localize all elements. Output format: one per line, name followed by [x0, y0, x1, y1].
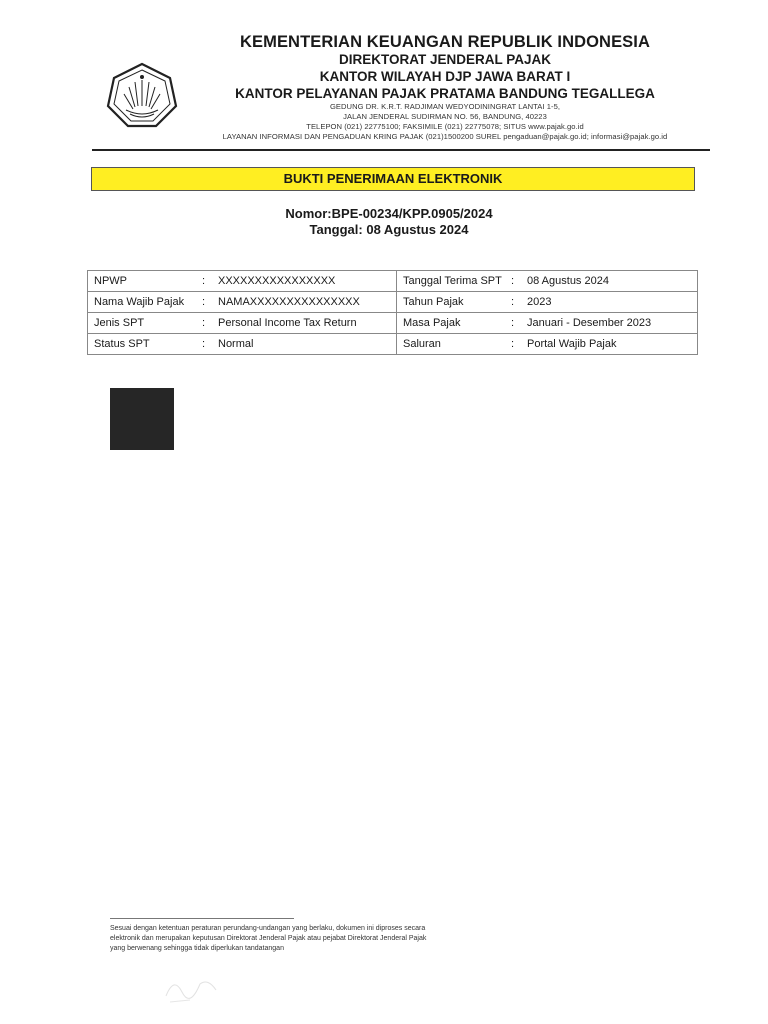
field-separator: :	[202, 271, 212, 292]
field-separator: :	[202, 292, 212, 313]
document-date: Tanggal: 08 Agustus 2024	[309, 222, 469, 237]
table-row	[88, 313, 698, 334]
field-separator: :	[511, 313, 521, 334]
header-divider	[92, 149, 710, 151]
field-value: 08 Agustus 2024	[521, 271, 698, 292]
field-label: Tanggal Terima SPT	[397, 271, 512, 292]
field-separator: :	[202, 313, 212, 334]
field-label: Masa Pajak	[397, 313, 512, 334]
letterhead	[0, 0, 768, 160]
field-value: 2023	[521, 292, 698, 313]
faint-mark-icon	[160, 966, 230, 1006]
table-row	[88, 334, 698, 355]
field-label: Status SPT	[88, 334, 203, 355]
field-value: NAMAXXXXXXXXXXXXXXX	[212, 292, 397, 313]
field-separator: :	[511, 271, 521, 292]
field-value: Januari - Desember 2023	[521, 313, 698, 334]
contact-line: TELEPON (021) 22775100; FAKSIMILE (021) 22775078; SITUS www.pajak.go.id	[306, 122, 584, 131]
field-label: Saluran	[397, 334, 512, 355]
table-row	[88, 271, 698, 292]
regional-office-title: KANTOR WILAYAH DJP JAWA BARAT I	[319, 69, 571, 84]
footnote-divider	[110, 918, 294, 919]
field-value: Portal Wajib Pajak	[521, 334, 698, 355]
footnote-text: Sesuai dengan ketentuan peraturan perundang-undangan yang berlaku, dokumen ini diproses secara elektronik dan merupakan keputusan Direktorat Jenderal Pajak atau pejabat Direktorat Jenderal Pajak yang berwenang sehingga tidak diperlukan tandatangan	[110, 925, 427, 952]
field-separator: :	[202, 334, 212, 355]
field-label: NPWP	[88, 271, 203, 292]
field-separator: :	[511, 334, 521, 355]
document-number: Nomor:BPE-00234/KPP.0905/2024	[285, 206, 493, 221]
table-row	[88, 292, 698, 313]
field-separator: :	[511, 292, 521, 313]
spt-info-table	[87, 270, 698, 355]
field-label: Tahun Pajak	[397, 292, 512, 313]
document-title-banner: BUKTI PENERIMAAN ELEKTRONIK	[91, 167, 695, 191]
address-line-2: JALAN JENDERAL SUDIRMAN NO. 56, BANDUNG, 40223	[343, 112, 547, 121]
field-value: Personal Income Tax Return	[212, 313, 397, 334]
ministry-emblem-icon	[104, 60, 180, 130]
field-label: Nama Wajib Pajak	[88, 292, 203, 313]
field-value: XXXXXXXXXXXXXXXX	[212, 271, 397, 292]
ministry-title: KEMENTERIAN KEUANGAN REPUBLIK INDONESIA	[239, 33, 650, 51]
qr-code	[110, 388, 174, 450]
field-label: Jenis SPT	[88, 313, 203, 334]
tax-office-title: KANTOR PELAYANAN PAJAK PRATAMA BANDUNG TEGALLEGA	[235, 86, 655, 101]
service-line: LAYANAN INFORMASI DAN PENGADUAN KRING PAJAK (021)1500200 SUREL pengaduan@pajak.go.id; informasi@pajak.go.id	[222, 132, 668, 141]
directorate-title: DIREKTORAT JENDERAL PAJAK	[338, 52, 552, 67]
address-line-1: GEDUNG DR. K.R.T. RADJIMAN WEDYODININGRAT LANTAI 1-5,	[329, 102, 561, 111]
field-value: Normal	[212, 334, 397, 355]
document-reference	[180, 206, 598, 238]
